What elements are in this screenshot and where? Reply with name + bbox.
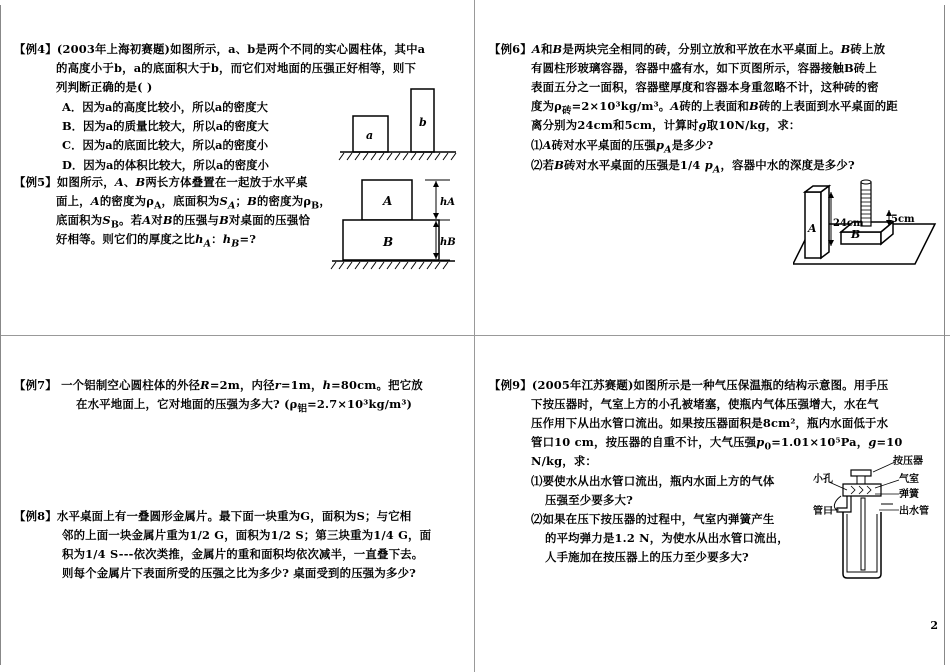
ex4-option-a: A．因为a的高度比较小，所以a的密度大 [62,100,268,114]
ex4-line-2: 的高度小于b，a的底面积大于b，而它们对地面的压强正好相等，则下 [56,61,417,75]
ex4-line-3: 列判断正确的是( ) [56,80,153,94]
ex6-question-2: ⑵若B砖对水平桌面的压强是1/4 $p_A$，容器中水的深度是多少? [531,158,855,176]
ex4-option-c: C．因为a的底面比较大，所以a的密度小 [62,138,269,152]
ex5-figure [330,175,470,275]
slide-example-7-8 [0,336,475,672]
fig-label-A: A [383,194,393,208]
ex6-figure [793,176,943,272]
slide-example-4-5 [0,0,475,336]
ex4-option-b: B．因为a的质量比较大，所以a的密度大 [62,119,269,133]
ex6-line-2: 有圆柱形玻璃容器，容器中盛有水，如下页图所示，容器接触B砖上 [531,61,877,75]
fig-label-air-chamber: 气室 [899,474,919,485]
ex4-figure [336,84,461,162]
ex9-line-3: 压作用下从出水管口流出。如果按压器面积是8cm²，瓶内水面低于水 [531,416,889,430]
fig-label-hA: hA [440,197,456,208]
ex7-line-1: 【例7】 一个铝制空心圆柱体的外径R=2m，内径r=1m，h=80cm。把它放 [14,378,423,392]
ex8-line-2: 邻的上面一块金属片重为1/2 G，面积为1/2 S；第三块重为1/4 G，面 [62,528,432,542]
ex5-line-2: 面上，A的密度为$\rho_A$，底面积为$S_A$；B的密度为$\rho_B$， [56,194,331,212]
ex9-line-2: 下按压器时，气室上方的小孔被堵塞，使瓶内气体压强增大，水在气 [531,397,879,411]
ex8-line-1: 【例8】水平桌面上有一叠圆形金属片。最下面一块重为G，面积为S；与它相 [14,509,412,523]
ex4-line-1: 【例4】(2003年上海初赛题)如图所示，a、b是两个不同的实心圆柱体，其中a [14,42,426,56]
fig-label-spring: 弹簧 [899,489,919,500]
ex5-line-4: 好相等。则它们的厚度之比$h_A$：$h_B=$? [56,232,257,250]
ex6-question-1: ⑴A砖对水平桌面的压强$p_A$是多少? [531,138,714,156]
ex7-line-2: 在水平地面上，它对地面的压强为多大? $(\rho_铝=2.7\times 10^3kg/m^3)$ [76,397,413,415]
fig-label-b: b [419,116,427,129]
ex8-line-3: 积为1/4 S---依次类推，金属片的重和面积均依次减半，一直叠下去。 [62,547,424,561]
ex6-line-3: 表面五分之一面积，容器壁厚度和容器本身重忽略不计，这种砖的密 [531,80,879,94]
ex9-question-1b: 压强至少要多大? [545,493,634,507]
fig-label-A: A [808,222,817,235]
fig-label-24cm: 24cm [833,218,864,229]
ex9-question-1a: ⑴要使水从出水管口流出，瓶内水面上方的气体 [531,474,775,488]
fig-label-5cm: 5cm [891,214,915,225]
ex5-line-3: 底面积为$S_B$。若A对B的压强与B对桌面的压强恰 [56,213,311,231]
fig-label-small-hole: 小孔 [813,474,833,485]
ex9-line-1: 【例9】(2005年江苏赛题)如图所示是一种气压保温瓶的结构示意图。用手压 [489,378,889,392]
ex6-line-5: 离分别为24cm和5cm，计算时g取10N/kg，求： [531,118,801,132]
fig-label-B: B [383,235,394,249]
fig-label-a: a [366,129,374,142]
ex9-line-4: 管口10 cm，按压器的自重不计，大气压强$p_0=1.01\times 10^5Pa$，g=10 [531,435,903,453]
ex4-option-d: D．因为a的体积比较大，所以a的密度小 [62,158,269,172]
fig-label-B: B [851,228,861,241]
ex9-thermos-figure [813,452,945,582]
ex6-line-4: 度为$\rho_砖=2\times 10^3kg/m^3$。A砖的上表面和B砖的上表面到水平桌面的距 [531,99,898,117]
ex8-line-4: 则每个金属片下表面所受的压强之比为多少? 桌面受到的压强为多少? [62,566,417,580]
slide-example-6 [475,0,950,336]
ex6-line-1: 【例6】A和B是两块完全相同的砖，分别立放和平放在水平桌面上。B砖上放 [489,42,886,56]
ex9-question-2c: 人手施加在按压器上的压力至少要多大? [545,550,749,564]
ex9-question-2a: ⑵如果在压下按压器的过程中，气室内弹簧产生 [531,512,775,526]
page-number: 2 [930,619,938,632]
slide-example-9 [475,336,950,672]
ex9-question-2b: 的平均弹力是1.2 N，为使水从出水管口流出， [545,531,789,545]
fig-label-pipe-mouth: 管口 [813,506,833,517]
fig-label-hB: hB [440,237,456,248]
ex5-line-1: 【例5】如图所示，A、B两长方体叠置在一起放于水平桌 [14,175,308,189]
fig-label-presser: 按压器 [893,456,923,467]
fig-label-outlet-pipe: 出水管 [899,506,929,517]
ex9-line-5: N/kg，求： [531,454,598,468]
